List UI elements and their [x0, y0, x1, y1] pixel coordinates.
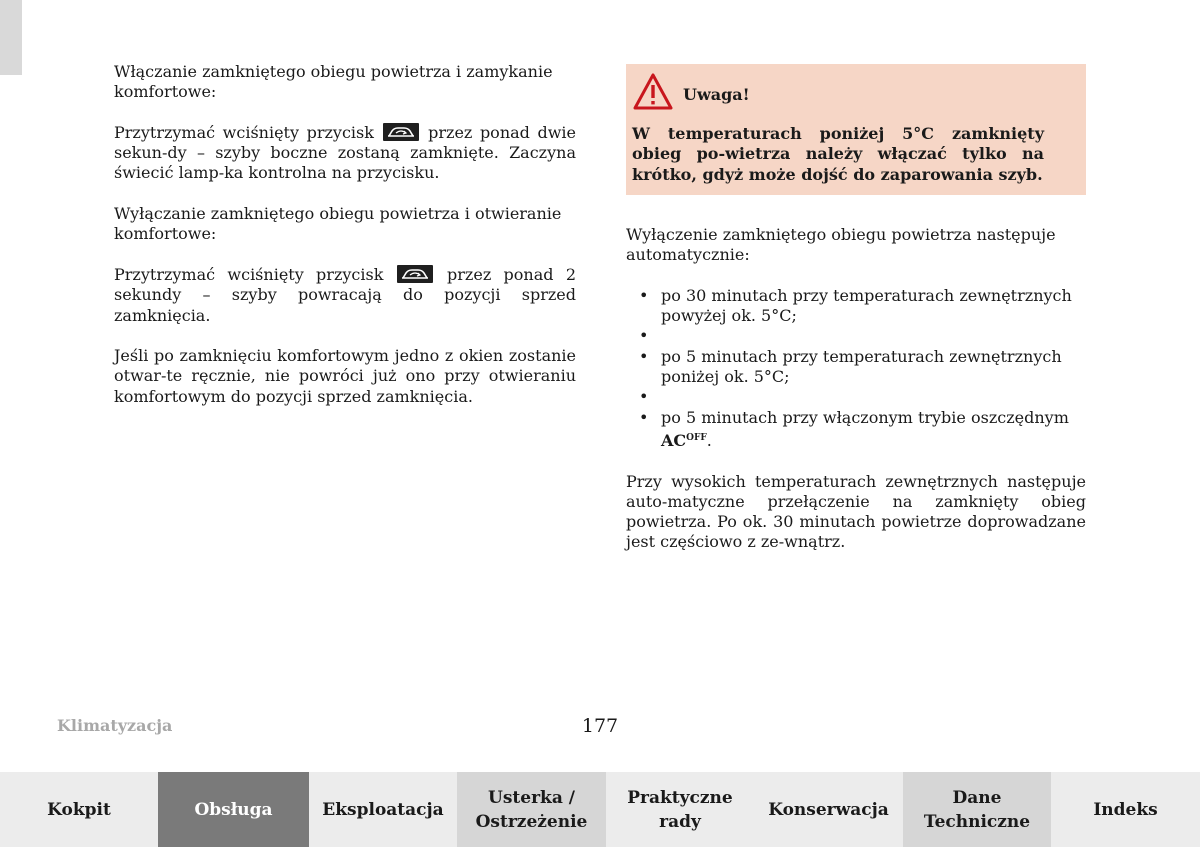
nav-usterka-ostrzezenie[interactable]: Usterka / Ostrzeżenie — [457, 772, 606, 847]
nav-dane-techniczne[interactable]: Dane Techniczne — [903, 772, 1051, 847]
right-column — [626, 225, 1086, 553]
warning-body: W temperaturach poniżej 5°C zamknięty obieg po-wietrza należy włączać tylko na krótko, gdyż może dojść do zaparowania szyb. — [632, 124, 1044, 184]
nav-eksploatacja[interactable]: Eksploatacja — [309, 772, 457, 847]
nav-obsluga[interactable]: Obsługa — [158, 772, 309, 847]
paragraph-manual-window-note: Jeśli po zamknięciu komfortowym jedno z okien zostanie otwar-te ręcznie, nie powróci już ono przy otwieraniu komfortowym do pozycji sprzed zamknięcia. — [114, 346, 576, 406]
recirculation-car-icon — [383, 123, 419, 141]
page-number: 177 — [581, 715, 619, 737]
list-item: • po 30 minutach przy temperaturach zewnętrznych powyżej ok. 5°C; — [626, 286, 1086, 327]
paragraph-opening-instructions: Przytrzymać wciśnięty przycisk przez ponad 2 sekundy – szyby powracają do pozycji sprzed zamknięcia. — [114, 264, 576, 325]
high-temp-paragraph: Przy wysokich temperaturach zewnętrznych następuje auto-matyczne przełączenie na zamknięty obieg powietrza. Po ok. 30 minutach powietrze doprowadzane jest częściowo z ze-wnątrz. — [626, 471, 1086, 552]
nav-indeks[interactable]: Indeks — [1051, 772, 1200, 847]
ac-off-symbol: $AC^{OFF}$ — [661, 430, 707, 450]
left-column — [114, 62, 576, 407]
chapter-nav — [0, 772, 1200, 847]
paragraph-opening-heading: Wyłączanie zamkniętego obiegu powietrza i otwieranie komfortowe: — [114, 204, 562, 244]
list-item: • po 5 minutach przy temperaturach zewnętrznych poniżej ok. 5°C; — [626, 347, 1086, 388]
auto-off-list — [626, 286, 1086, 451]
paragraph-closing-instructions: Przytrzymać wciśnięty przycisk przez ponad dwie sekun-dy – szyby boczne zostaną zamknięte. Zaczyna świecić lamp-ka kontrolna na przycisku. — [114, 122, 577, 183]
recirculation-car-icon — [397, 265, 433, 283]
paragraph-closing-heading: Włączanie zamkniętego obiegu powietrza i zamykanie komfortowe: — [114, 62, 553, 102]
section-title: Klimatyzacja — [57, 716, 173, 735]
nav-konserwacja[interactable]: Konserwacja — [754, 772, 903, 847]
nav-kokpit[interactable]: Kokpit — [0, 772, 158, 847]
nav-praktyczne-rady[interactable]: Praktyczne rady — [606, 772, 754, 847]
list-item: • po 5 minutach przy włączonym trybie oszczędnym $AC^{OFF}$. — [626, 408, 1086, 452]
warning-box — [626, 64, 1086, 195]
warning-triangle-icon — [632, 72, 674, 112]
warning-title: Uwaga! — [683, 85, 750, 104]
corner-tab — [0, 0, 22, 75]
auto-off-intro: Wyłączenie zamkniętego obiegu powietrza następuje automatycznie: — [626, 225, 1056, 265]
